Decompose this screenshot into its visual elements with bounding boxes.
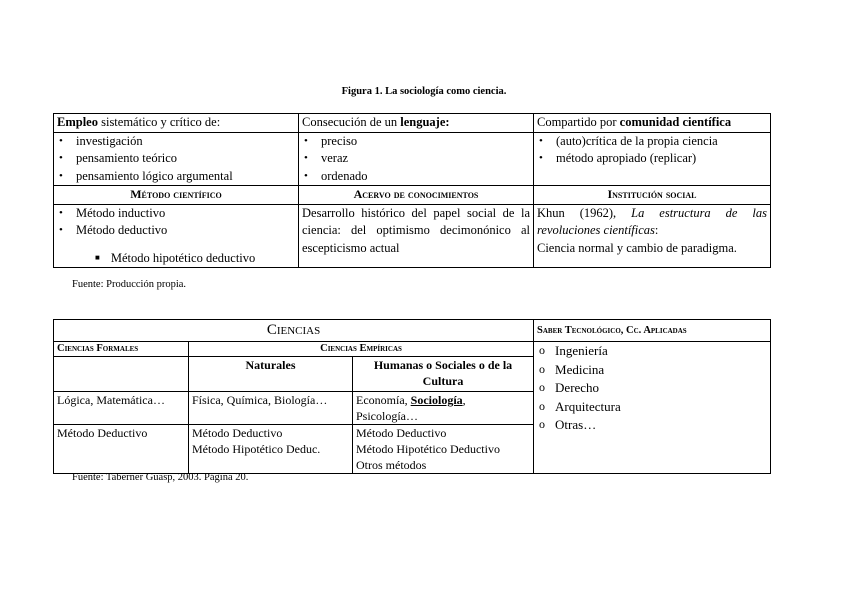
naturales-row1: Física, Química, Biología… <box>189 392 353 425</box>
section-title-institucion: Institución social <box>534 186 771 205</box>
sociology-science-table <box>53 113 771 268</box>
naturales-header: Naturales <box>189 357 353 392</box>
list-item: • pensamiento teórico <box>57 150 295 168</box>
source-note: Fuente: Taberner Guasp, 2003. Página 20. <box>72 472 249 483</box>
saber-list <box>537 342 767 435</box>
list-item: • investigación <box>57 133 295 151</box>
table-row <box>54 186 771 205</box>
figure-title: Figura 1. La sociología como ciencia. <box>341 86 507 97</box>
list-item: o Derecho <box>537 379 767 398</box>
ciencias-title: Ciencias <box>54 320 534 342</box>
metodo-list <box>57 205 295 240</box>
table-row <box>54 204 771 268</box>
list-item: • Método deductivo <box>57 222 295 240</box>
table-row <box>54 132 771 186</box>
list-item: • veraz <box>302 150 530 168</box>
source-note: Fuente: Producción propia. <box>72 279 187 290</box>
list-item: • ordenado <box>302 168 530 186</box>
saber-cell <box>534 342 771 474</box>
institucion-text: Khun (1962), La estructura de las revoluciones científicas: Ciencia normal y cambio de paradigma. <box>534 204 771 268</box>
header-comunidad: Compartido por comunidad científica <box>534 114 771 133</box>
humanas-row1: Economía, Sociología, Psicología… <box>353 392 534 425</box>
formales-row1: Lógica, Matemática… <box>54 392 189 425</box>
list-item: o Otras… <box>537 416 767 435</box>
saber-title: Saber Tecnológico, Cc. Aplicadas <box>534 320 771 342</box>
section-title-acervo: Acervo de conocimientos <box>299 186 534 205</box>
table-row <box>54 320 771 342</box>
table-row <box>54 114 771 133</box>
ciencias-table <box>53 319 771 474</box>
list-item: • preciso <box>302 133 530 151</box>
formales-header: Ciencias Formales <box>54 342 189 357</box>
table-row <box>54 342 771 357</box>
list-item: • Método inductivo <box>57 205 295 223</box>
list-item: • (auto)crítica de la propia ciencia <box>537 133 767 151</box>
metodo-subitem: ■ Método hipotético deductivo <box>95 250 256 265</box>
list-item: • método apropiado (replicar) <box>537 150 767 168</box>
humanas-header: Humanas o Sociales o de la Cultura <box>353 357 534 392</box>
lenguaje-list <box>302 133 530 186</box>
empleo-list <box>57 133 295 186</box>
square-bullet-icon: ■ <box>95 252 100 262</box>
comunidad-list <box>537 133 767 168</box>
humanas-row2: Método Deductivo Método Hipotético Deductivo Otros métodos <box>353 425 534 474</box>
list-item: o Medicina <box>537 361 767 380</box>
list-item: • pensamiento lógico argumental <box>57 168 295 186</box>
section-title-metodo: Método científico <box>54 186 299 205</box>
list-item: o Ingeniería <box>537 342 767 361</box>
header-lenguaje: Consecución de un lenguaje: <box>299 114 534 133</box>
formales-row2: Método Deductivo <box>54 425 189 474</box>
list-item: o Arquitectura <box>537 398 767 417</box>
header-empleo: Empleo sistemático y crítico de: <box>54 114 299 133</box>
acervo-text: Desarrollo histórico del papel social de la ciencia: del optimismo decimonónico al escepticismo actual <box>299 204 534 268</box>
naturales-row2: Método Deductivo Método Hipotético Deduc. <box>189 425 353 474</box>
empiricas-header: Ciencias Empíricas <box>189 342 534 357</box>
